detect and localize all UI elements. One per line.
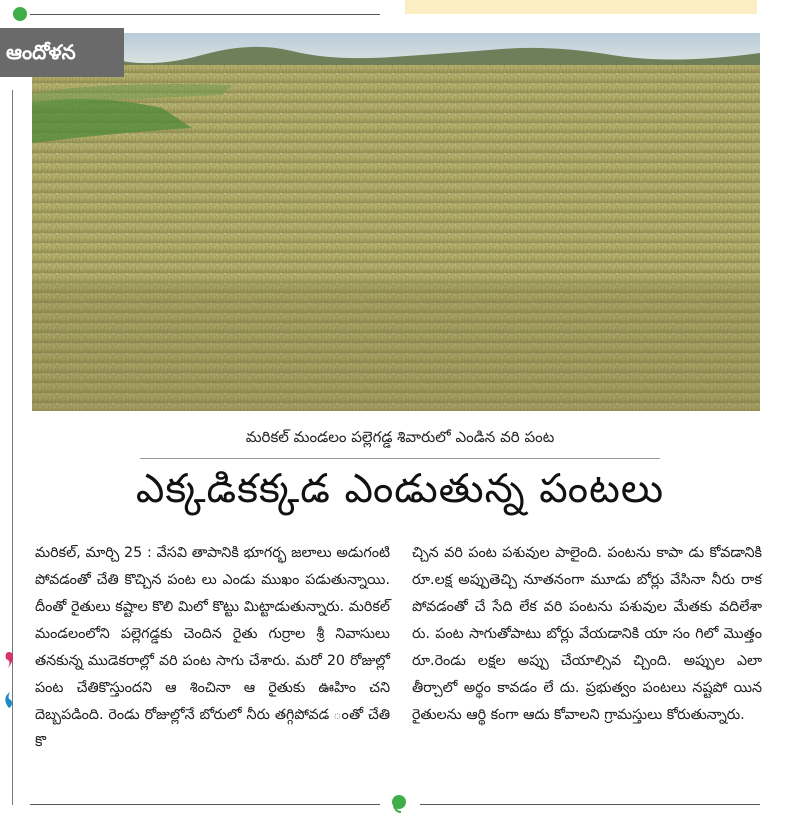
section-tag: ఆందోళన <box>0 28 124 77</box>
caption-divider <box>140 458 660 459</box>
headline: ఎక్కడికక్కడ ఎండుతున్న పంటలు <box>135 466 665 512</box>
decorative-quote-mark-icon <box>2 690 16 710</box>
bottom-rule-right <box>420 804 760 805</box>
top-rule <box>30 14 380 15</box>
adjacent-article-box <box>405 0 757 14</box>
decorative-quote-mark-icon <box>2 650 16 670</box>
photo-caption: మరికల్ మండలం పల్లెగడ్డ శివారులో ఎండిన వరి పంట <box>245 428 555 446</box>
article-text-column-2: చ్చిన వరి పంట పశువుల పాలైంది. పంటను కాపా డు కోవడానికి రూ.లక్ష అప్పుతెచ్చి నూతనంగా మూడు బోర్లు వేసినా నీరు రాక పోవడంతో చే సేది లేక వరి పంటను పశువుల మేతకు వదిలేశా రు. పంట సాగుతోపాటు బోర్లు వేయడానికి యా సం గిలో మొత్తం రూ.రెండు లక్షల అప్పు చేయాల్సివ చ్చింది. అప్పుల ఎలా తీర్చాలో అర్థం కావడం లే దు. ప్రభుత్వం పంటలు నష్టపో యిన రైతులను ఆర్థి కంగా ఆదు కోవాలని గ్రామస్తులు కోరుతున్నారు. <box>412 545 762 723</box>
decorative-dot-icon <box>388 792 410 814</box>
article-text-column-1: మరికల్, మార్చి 25 : వేసవి తాపానికి భూగర్భ జలాలు అడుగంటి పోవడంతో చేతి కొచ్చిన పంట లు ఎండు ముఖం పడుతున్నాయి. దీంతో రైతులు కష్టాల కొలి మిలో కొట్టు మిట్టాడుతున్నారు. మరికల్ మండలంలోని పల్లెగడ్డకు చెందిన రైతు గుర్రాల శ్రీ నివాసులు తనకున్న ముడెకరాల్లో వరి పంట సాగు చేశారు. మరో 20 రోజుల్లో పంట చేతికొస్తుందని ఆ శించినా ఆ రైతుకు ఊహిం చని దెబ్బపడింది. రెండు రోజుల్లోనే బోరులో నీరు తగ్గిపోవడ ంతో చేతి కొ <box>35 545 390 750</box>
bottom-rule-left <box>30 804 380 805</box>
decorative-dot-icon <box>12 6 28 22</box>
article-column-2 <box>412 540 762 729</box>
article-column-1 <box>35 540 390 756</box>
article-photo <box>32 33 760 411</box>
